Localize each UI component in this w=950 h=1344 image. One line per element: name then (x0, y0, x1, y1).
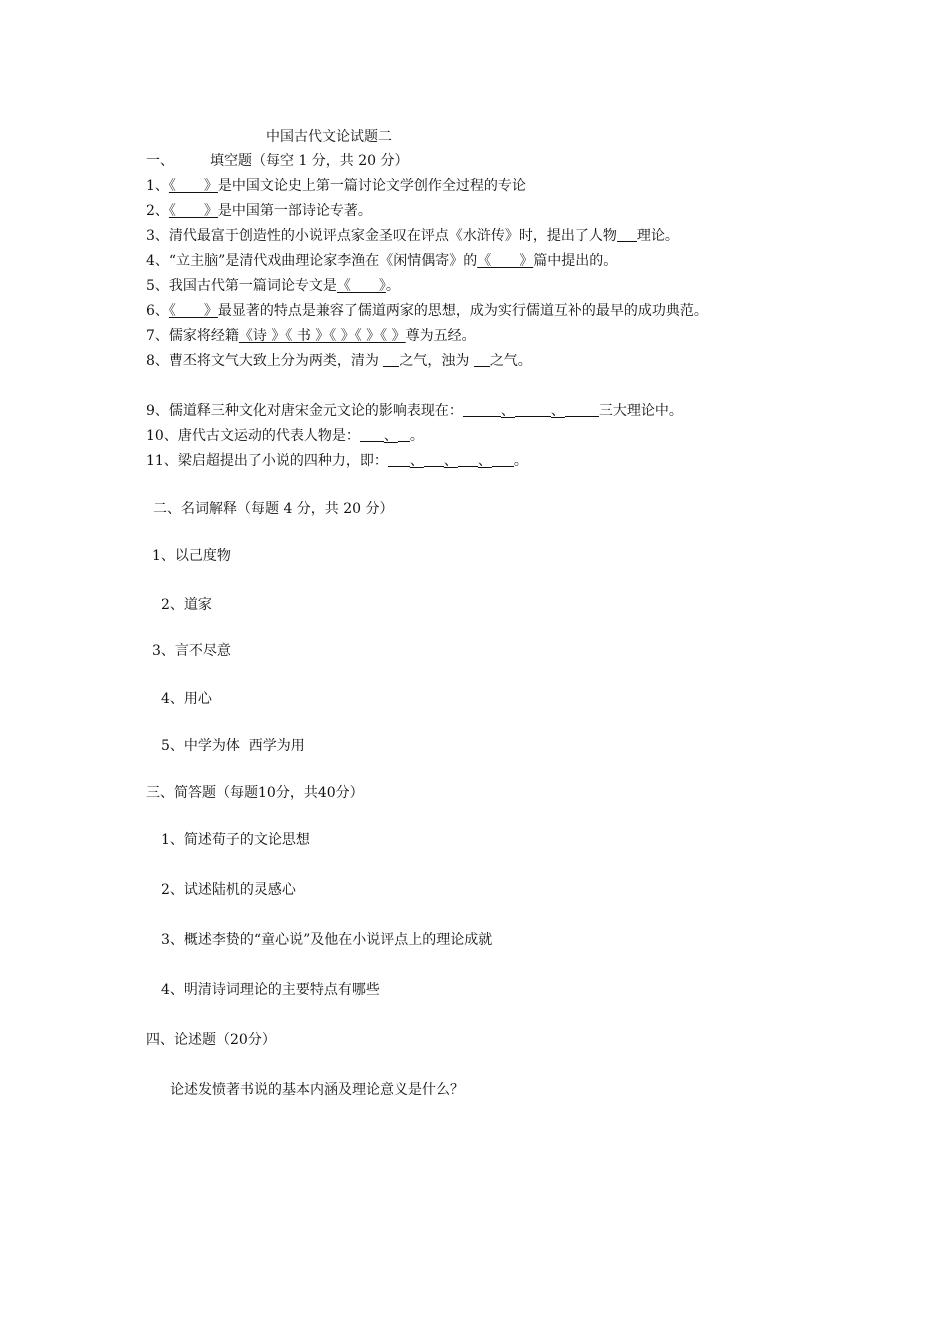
q9-text-end: 三大理论中。 (598, 403, 683, 419)
short-answer-item: 1、简述荀子的文论思想 (161, 832, 310, 848)
question-1-6 (146, 302, 708, 320)
q11-blank-1 (388, 452, 410, 467)
section-1-number: 一、 (146, 153, 174, 169)
q5-blank: 《 》 (336, 278, 386, 294)
q8-blank-2 (474, 352, 490, 367)
question-1-10 (146, 427, 424, 445)
q8-blank-1 (383, 352, 399, 367)
q9-blank-3 (565, 402, 599, 417)
question-1-4 (146, 252, 617, 270)
q10-blank-2 (398, 427, 410, 442)
section-1-heading (146, 152, 409, 170)
q11-separator-1: 、 (409, 453, 424, 469)
essay-question: 论述发愤著书说的基本内涵及理论意义是什么？ (170, 1082, 464, 1098)
q8-text-mid: 之气，浊为 (399, 353, 474, 369)
q2-number: 2、 (146, 203, 169, 219)
q7-text-end: 尊为五经。 (405, 328, 476, 344)
q9-text: 9、儒道释三种文化对唐宋金元文论的影响表现在： (146, 403, 463, 419)
term-item: 2、道家 (161, 597, 212, 613)
section-4-heading: 四、论述题（20分） (146, 1032, 276, 1048)
q1-blank: 《 》 (168, 178, 218, 194)
q9-separator-1: 、 (500, 403, 515, 419)
question-1-11 (146, 452, 528, 470)
q11-text-end: 。 (513, 453, 528, 469)
question-1-1 (146, 177, 526, 195)
q10-blank-1 (360, 427, 384, 442)
q4-blank: 《 》 (477, 253, 534, 269)
q6-text: 最显著的特点是兼容了儒道两家的思想，成为实行儒道互补的最早的成功典范。 (217, 303, 708, 319)
q8-text-end: 之气。 (489, 353, 532, 369)
q5-text-end: 。 (385, 278, 400, 294)
section-3-heading: 三、简答题（每题10分，共40分） (146, 785, 364, 801)
question-1-3 (146, 227, 679, 245)
q11-blank-4 (492, 452, 514, 467)
q4-text: 4、“立主脑”是清代戏曲理论家李渔在《闲情偶寄》的 (146, 253, 478, 269)
term-item: 4、用心 (161, 691, 212, 707)
short-answer-item: 4、明清诗词理论的主要特点有哪些 (161, 982, 380, 998)
q5-text: 5、我国古代第一篇词论专文是 (146, 278, 337, 294)
term-item: 1、以己度物 (152, 548, 231, 564)
short-answer-item: 2、试述陆机的灵感心 (161, 882, 296, 898)
question-1-5 (146, 277, 400, 295)
q1-text: 是中国文论史上第一篇讨论文学创作全过程的专论 (217, 178, 526, 194)
q11-separator-2: 、 (443, 453, 458, 469)
q2-text: 是中国第一部诗论专著。 (217, 203, 372, 219)
q11-blank-2 (424, 452, 444, 467)
q9-separator-2: 、 (550, 403, 565, 419)
term-item: 5、中学为体 西学为用 (161, 738, 305, 754)
q6-blank: 《 》 (168, 303, 218, 319)
q10-text: 10、唐代古文运动的代表人物是： (146, 428, 360, 444)
term-item: 3、言不尽意 (152, 643, 231, 659)
short-answer-item: 3、概述李贽的“童心说”及他在小说评点上的理论成就 (161, 932, 493, 948)
q3-text-end: 理论。 (636, 228, 679, 244)
q9-blank-1 (463, 402, 501, 417)
document-title: 中国古代文论试题二 (266, 129, 392, 145)
q9-blank-2 (515, 402, 551, 417)
q11-blank-3 (458, 452, 478, 467)
question-1-8 (146, 352, 532, 370)
question-1-2 (146, 202, 372, 220)
q3-text: 3、清代最富于创造性的小说评点家金圣叹在评点《水浒传》时，提出了人物 (146, 228, 617, 244)
q8-text: 8、曹丕将文气大致上分为两类，清为 (146, 353, 384, 369)
q7-text: 7、儒家将经籍 (146, 328, 239, 344)
q10-text-end: 。 (409, 428, 424, 444)
q11-text: 11、梁启超提出了小说的四种力，即： (146, 453, 388, 469)
q11-separator-3: 、 (477, 453, 492, 469)
question-1-9 (146, 402, 683, 420)
question-1-7 (146, 327, 476, 345)
q3-blank (617, 227, 637, 242)
q4-text-end: 篇中提出的。 (533, 253, 618, 269)
section-2-heading: 二、名词解释（每题 4 分，共 20 分） (153, 501, 394, 517)
q10-separator: 、 (383, 428, 398, 444)
section-1-title: 填空题（每空 1 分，共 20 分） (210, 153, 409, 169)
q7-blank: 《诗 》《 书 》《 》《 》《 》 (238, 328, 406, 344)
q1-number: 1、 (146, 178, 169, 194)
q2-blank: 《 》 (168, 203, 218, 219)
q6-number: 6、 (146, 303, 169, 319)
